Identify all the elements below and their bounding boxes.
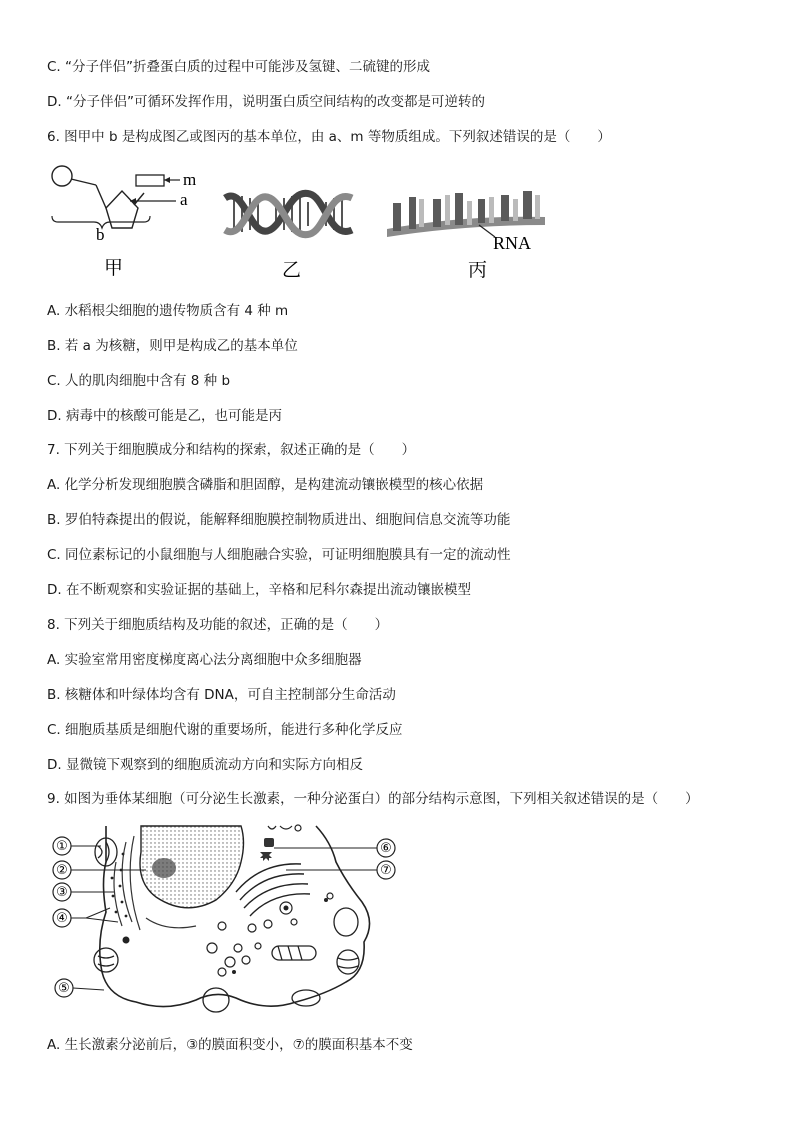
- phosphate-circle: [52, 166, 72, 186]
- callout-3: ③: [56, 885, 68, 900]
- label-m: m: [183, 170, 197, 189]
- cell-diagram: [46, 822, 406, 1020]
- dna-helix-figure: [220, 180, 360, 285]
- q6-option-a: A. 水稻根尖细胞的遗传物质含有 4 种 m: [47, 303, 289, 319]
- q8-stem: 8. 下列关于细胞质结构及功能的叙述，正确的是（ ）: [47, 617, 389, 633]
- q7-stem: 7. 下列关于细胞膜成分和结构的探索，叙述正确的是（ ）: [47, 442, 416, 458]
- callout-4: ④: [56, 911, 68, 926]
- q6-option-d: D. 病毒中的核酸可能是乙，也可能是丙: [47, 408, 282, 424]
- q5-option-d: D. “分子伴侣”可循环发挥作用，说明蛋白质空间结构的改变都是可逆转的: [47, 94, 485, 110]
- nucleotide-figure: [44, 158, 234, 283]
- callout-1: ①: [56, 839, 68, 854]
- centrosome: [260, 838, 274, 861]
- vesicles: [207, 893, 333, 976]
- callout-7: ⑦: [380, 863, 392, 878]
- q7-option-c: C. 同位素标记的小鼠细胞与人细胞融合实验，可证明细胞膜具有一定的流动性: [47, 547, 511, 563]
- caption-bing: 丙: [468, 259, 488, 281]
- rna-strand-figure: [383, 185, 553, 285]
- label-rna: RNA: [493, 233, 532, 253]
- q7-option-a: A. 化学分析发现细胞膜含磷脂和胆固醇，是构建流动镶嵌模型的核心依据: [47, 477, 484, 493]
- callout-5: ⑤: [58, 981, 70, 996]
- q7-option-d: D. 在不断观察和实验证据的基础上，辛格和尼科尔森提出流动镶嵌模型: [47, 582, 471, 598]
- caption-jia: 甲: [104, 257, 124, 279]
- q8-option-d: D. 显微镜下观察到的细胞质流动方向和实际方向相反: [47, 757, 363, 773]
- q6-option-b: B. 若 a 为核糖，则甲是构成乙的基本单位: [47, 338, 298, 354]
- q9-option-a: A. 生长激素分泌前后，③的膜面积变小，⑦的膜面积基本不变: [47, 1037, 413, 1053]
- q6-stem: 6. 图甲中 b 是构成图乙或图丙的基本单位，由 a、m 等物质组成。下列叙述错误的是（ ）: [47, 129, 611, 145]
- q7-option-b: B. 罗伯特森提出的假说，能解释细胞膜控制物质进出、细胞间信息交流等功能: [47, 512, 511, 528]
- golgi-apparatus: [236, 864, 310, 916]
- callout-2: ②: [56, 863, 68, 878]
- q9-stem: 9. 如图为垂体某细胞（可分泌生长激素，一种分泌蛋白）的部分结构示意图，下列相关叙述错误的是（ ）: [47, 791, 699, 807]
- q8-option-c: C. 细胞质基质是细胞代谢的重要场所，能进行多种化学反应: [47, 722, 403, 738]
- callout-6: ⑥: [380, 841, 392, 856]
- nucleolus-shape: [152, 858, 176, 878]
- q5-option-c: C. “分子伴侣”折叠蛋白质的过程中可能涉及氢键、二硫键的形成: [47, 59, 430, 75]
- q8-option-b: B. 核糖体和叶绿体均含有 DNA，可自主控制部分生命活动: [47, 687, 396, 703]
- q8-option-a: A. 实验室常用密度梯度离心法分离细胞中众多细胞器: [47, 652, 362, 668]
- label-a: a: [180, 190, 188, 209]
- q6-option-c: C. 人的肌肉细胞中含有 8 种 b: [47, 373, 231, 389]
- label-b: b: [96, 225, 105, 244]
- caption-yi: 乙: [282, 259, 302, 281]
- base-rectangle: [136, 175, 164, 186]
